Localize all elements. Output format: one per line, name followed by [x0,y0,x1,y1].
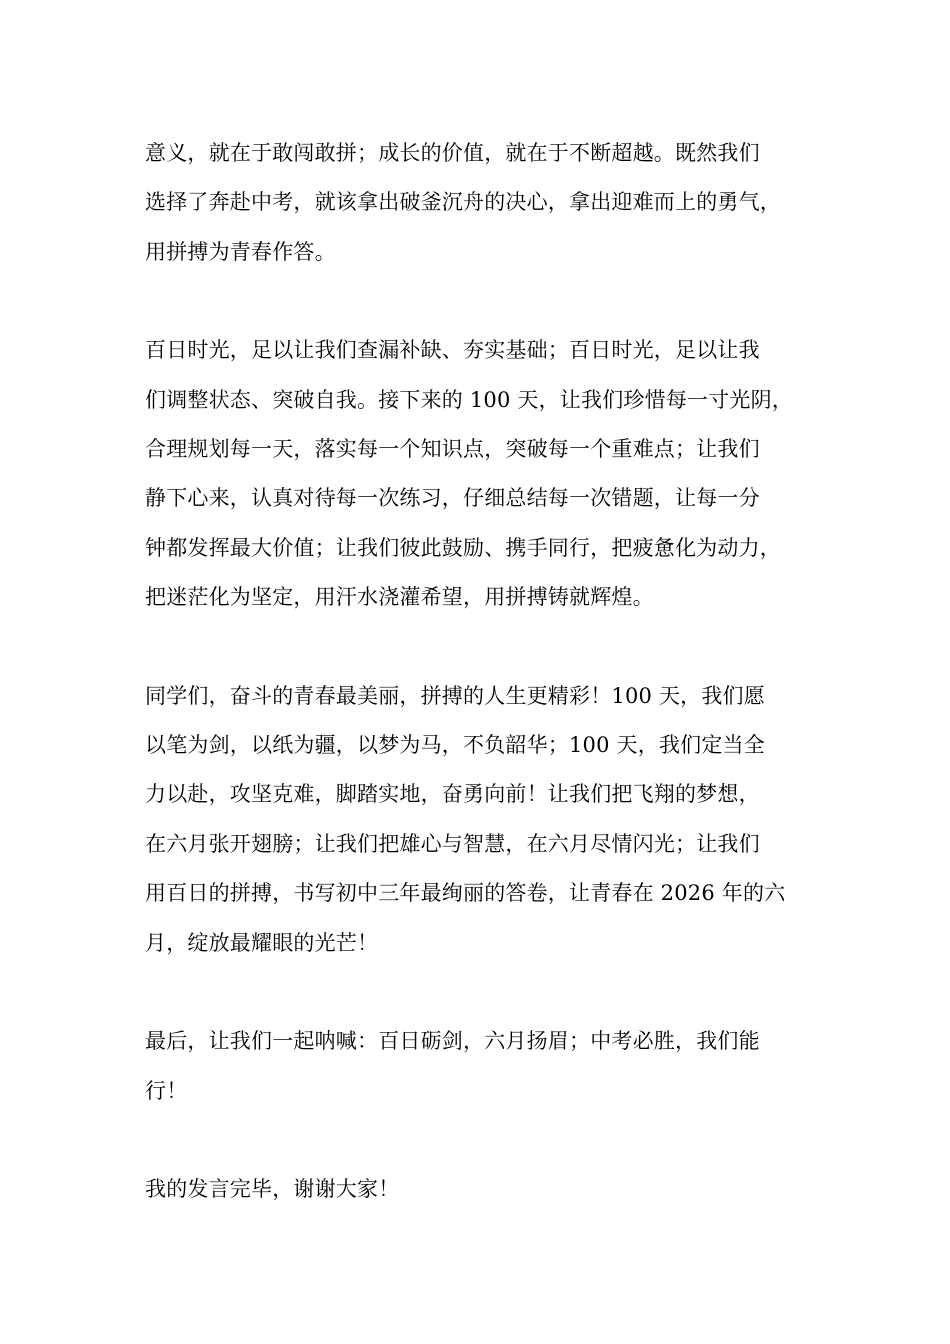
paragraph-spacer [145,277,805,326]
text-line: 月，绽放最耀眼的光芒！ [145,930,379,955]
document-body [145,129,805,1214]
text-line: 们调整状态、突破自我。接下来的 100 天，让我们珍惜每一寸光阴， [145,387,794,412]
text-line: 我的发言完毕，谢谢大家！ [145,1176,400,1201]
paragraph-3 [145,672,805,968]
text-line: 力以赴，攻坚克难，脚踏实地，奋勇向前！让我们把飞翔的梦想， [145,782,760,807]
text-line: 百日时光，足以让我们查漏补缺、夯实基础；百日时光，足以让我 [145,338,760,363]
text-line: 行！ [145,1078,188,1103]
paragraph-spacer [145,968,805,1017]
text-line: 静下心来，认真对待每一次练习，仔细总结每一次错题，让每一分 [145,486,760,511]
text-line: 最后，让我们一起呐喊：百日砺剑，六月扬眉；中考必胜，我们能 [145,1029,760,1054]
text-line: 用拼搏为青春作答。 [145,239,336,264]
text-line: 以笔为剑，以纸为疆，以梦为马，不负韶华；100 天，我们定当全 [145,733,765,758]
text-line: 在六月张开翅膀；让我们把雄心与智慧，在六月尽情闪光；让我们 [145,831,760,856]
text-line: 合理规划每一天，落实每一个知识点，突破每一个重难点；让我们 [145,437,760,462]
text-line: 同学们，奋斗的青春最美丽，拼搏的人生更精彩！100 天，我们愿 [145,683,765,708]
text-line: 把迷茫化为坚定，用汗水浇灌希望，用拼搏铸就辉煌。 [145,585,654,610]
text-line: 意义，就在于敢闯敢拼；成长的价值，就在于不断超越。既然我们 [145,141,760,165]
paragraph-1 [145,129,805,277]
paragraph-spacer [145,623,805,672]
paragraph-spacer [145,1116,805,1165]
paragraph-5 [145,1165,805,1214]
paragraph-4 [145,1017,805,1116]
text-line: 钟都发挥最大价值；让我们彼此鼓励、携手同行，把疲惫化为动力， [145,535,781,560]
text-line: 选择了奔赴中考，就该拿出破釜沉舟的决心，拿出迎难而上的勇气， [145,190,781,215]
text-line: 用百日的拼搏，书写初中三年最绚丽的答卷，让青春在 2026 年的六 [145,881,786,906]
paragraph-2 [145,326,805,622]
